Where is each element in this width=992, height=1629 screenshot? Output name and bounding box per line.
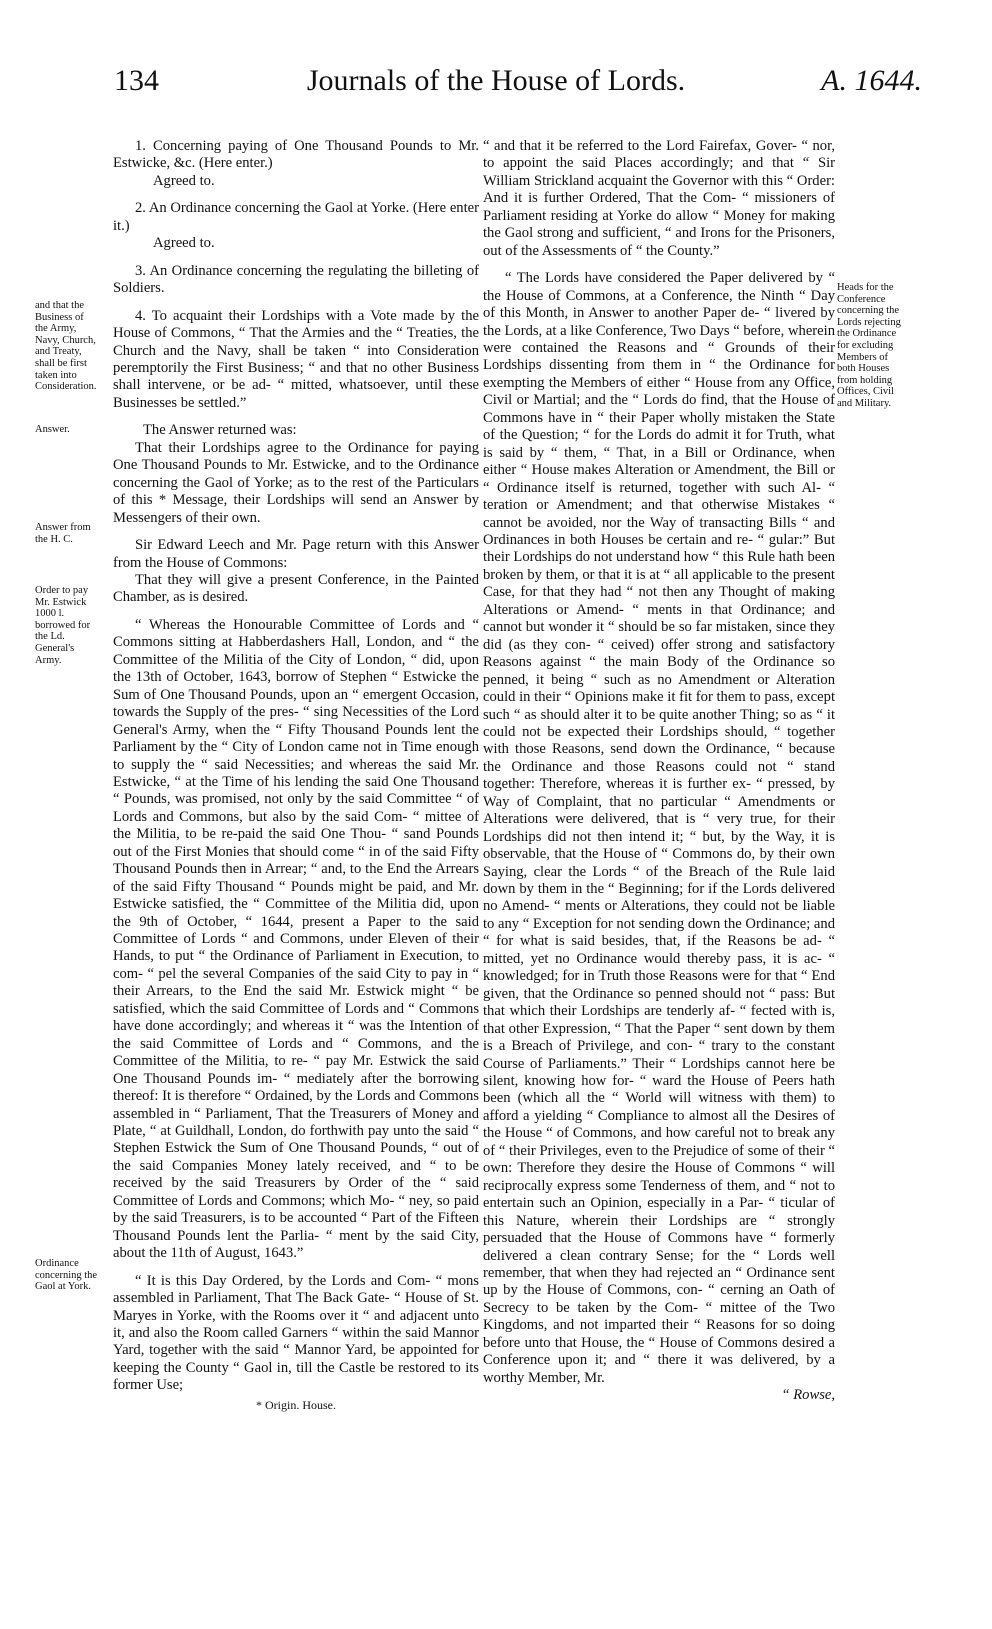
estwick-ordinance: “ Whereas the Honourable Committee of Lords and “ Commons sitting at Habberdashers Hall, London, and “ the Committee of the Militia of the City of London, “ did, upon the 13th of October, 1643, borrow of Stephen “ Estwicke the Sum of One Thousand Pounds, upon an “ emergent Occasion, towards the Supply of the pres- “ sing Necessities of the Lord General's Army, when the “ Fifty Thousand Pounds lent the Parliament by the “ City of London came not in Time enough to supply the “ said Necessities; and whereas the said Mr. Estwicke, “ at the Time of his lending the said One Thousand “ Pounds, was promised, not only by the said Committee “ of Lords and Commons, but also by the said Com- “ mittee of the Militia, to be re-paid the said One Thou- “ sand Pounds out of the First Monies that should come “ in of the said Fifty Thousand Pounds then in Arrear; “ and, to the End the Arrears of the said Fifty Thousand “ Pounds might be paid, and Mr. Estwicke satisfied, the “ Committee of the Militia did, upon the 9th of October, “ 1644, present a Paper to the said Committee of Lords “ and Commons, under Eleven of their Hands, to put “ the Ordinance of Parliament in Execution, to com- “ pel the several Companies of the said City to pay in “ their Arrears, to the End the said Mr. Estwick might “ be satisfied, which the said Committee of Lords and “ Commons have done accordingly; and whereas it “ was the Intention of the said Committee of Lords and “ Commons, and the Committee of the Militia, to re- “ pay Mr. Estwick the said One Thousand Pounds im- “ mediately after the borrowing thereof: It is therefore “ Ordained, by the Lords and Commons assembled in “ Parliament, That the Treasurers of Money and Plate, “ at Guildhall, London, do forthwith pay unto the said “ Stephen Estwick the Sum of One Thousand Pounds, “ out of the said Companies Money lately received, and “ to be received by the said Treasurers by Order of the “ said Committee of Lords and Commons; which Mo- “ ney, so paid by the said Treasurers, is to be accounted “ Part of the Fifteen Thousand Pounds lent the Parlia- “ ment by the said City, about the 11th of August, 1643.” bbox=[113, 616, 479, 1262]
page-year: A. 1644. bbox=[821, 64, 922, 97]
gaol-order: “ It is this Day Ordered, by the Lords and Com- “ mons assembled in Parliament, That The Back Gate- “ House of St. Maryes in Yorke, with the Rooms over it “ and adjacent unto it, and also the Room called Garners “ within the said Mannor Yard, together with the said “ Mannor Yard, be appointed for keeping the County “ Gaol in, till the Castle be restored to its former Use; bbox=[113, 1272, 479, 1394]
margin-note-gaol: Ordinance concerning the Gaol at York. bbox=[35, 1258, 98, 1293]
margin-note-heads-conference: Heads for the Conference concerning the Lords rejecting the Ordinance for excluding Members of both Houses from holding Offices, Civil and Military. bbox=[837, 282, 901, 409]
catchword: “ Rowse, bbox=[781, 1387, 835, 1404]
margin-note-estwick: Order to pay Mr. Estwick 1000 l. borrowed for the Ld. General's Army. bbox=[35, 585, 91, 666]
footnote: * Origin. House. bbox=[256, 1397, 336, 1412]
conference-paragraph: That they will give a present Conference, in the Painted Chamber, as is desired. bbox=[113, 571, 479, 606]
margin-note-answer: Answer. bbox=[35, 424, 70, 435]
page-title: Journals of the House of Lords. bbox=[306, 64, 686, 97]
gaol-order-continued: “ and that it be referred to the Lord Fairefax, Gover- “ nor, to appoint the said Places accordingly; and that “ Sir William Strickland acquaint the Governor with this “ Order: And it is further Ordered, That the Com- “ missioners of Parliament residing at Yorke do allow “ Money for making the Gaol strong and sufficient, “ and Irons for the Prisoners, out of the Assessments of “ the County.” bbox=[483, 138, 835, 259]
agreed-note: Agreed to. bbox=[153, 235, 215, 252]
margin-note-answer-hc: Answer from the H. C. bbox=[35, 522, 91, 545]
agreed-note: Agreed to. bbox=[153, 172, 215, 189]
left-column bbox=[113, 138, 479, 1414]
page-number: 134 bbox=[114, 64, 159, 97]
answer-heading: The Answer returned was: bbox=[143, 422, 297, 439]
paragraph-item-1: 1. Concerning paying of One Thousand Pounds to Mr. Estwicke, &c. (Here enter.) bbox=[113, 138, 479, 172]
right-column bbox=[483, 138, 835, 1405]
page-header bbox=[0, 64, 992, 124]
paragraph-item-3: 3. An Ordinance concerning the regulating the billeting of Soldiers. bbox=[113, 262, 479, 297]
return-paragraph: Sir Edward Leech and Mr. Page return with this Answer from the House of Commons: bbox=[113, 537, 479, 571]
paragraph-item-2: 2. An Ordinance concerning the Gaol at Yorke. (Here enter it.) bbox=[113, 200, 479, 234]
lords-reasons-paper: “ The Lords have considered the Paper delivered by “ the House of Commons, at a Conference, the Ninth “ Day of this Month, in Answer to another Paper de- “ livered by the Lords, at a like Conference, Two Days “ before, wherein were contained the Reasons and “ Grounds of their Lordships dissenting from them in “ the Ordinance for exempting the Members of either “ House from any Office, Civil or Martial; and the “ Lords do find, that the House of Commons have in “ their Paper wholly mistaken the State of the Question; “ for the Lords do admit it for Truth, what is said by “ them, “ That, in a Bill or Ordinance, when either “ House makes Alteration or Amendment, the Bill or “ Ordinance itself is returned, together with such Al- “ teration or Amendment; and that otherwise Mistakes “ cannot be avoided, nor the Way of transacting Bills “ and Ordinances in both Houses be certain and re- “ gular:” But their Lordships do not understand how “ this Rule hath been broken by them, or that it is at “ all applicable to the present Case, for that they had “ not then any Thought of making Alterations or Amend- “ ments in that Ordinance; and cannot but wonder it “ should be so far mistaken, since they did (as they con- “ ceived) offer strong and satisfactory Reasons against “ the main Body of the Ordinance so penned, it being “ such as no Amendment or Alteration could in their “ Opinions make it fit for them to pass, except such “ as should alter it to be quite another Thing; so as “ it could not be expected their Lordships should, “ together with those Reasons, send down the Ordinance, “ because the Ordinance and those Reasons could not “ stand together: Therefore, whereas it is further ex- “ pressed, by Way of Complaint, that no particular “ Amendments or Alterations were delivered, that is “ very true, for their Lordships did not then intend it; “ but, by the Way, it is observable, that the House of “ Commons do, by their own Saying, clear the Lords “ of the Breach of the Rule laid down by them in the “ Beginning; for if the Lords delivered no Amend- “ ments or Alterations, they could not be liable to any “ Exception for not sending down the Ordinance; and “ for what is said besides, that, if the Reasons be ad- “ mitted, yet no Ordinance would thereby pass, it is ac- “ knowledged; for in Truth those Reasons were for that “ End given, that the Ordinance so penned should not “ pass: But that which their Lordships are tenderly af- “ fected with is, that other Expression, “ That the Paper “ sent down by them is a Breach of Privilege, and con- “ trary to the constant Course of Parliaments.” Their “ Lordships cannot here be silent, knowing how for- “ ward the House of Peers hath been (which all the “ World will witness with them) to afford a yielding “ Compliance to almost all the Desires of the House “ of Commons, and how careful not to break any of “ their Privileges, even to the Prejudice of some of their “ own: Therefore they desire the House of Commons “ will reciprocally express some Tenderness of them, and “ not to entertain such an Opinion, especially in a Par- “ ticular of this Nature, wherein their Lordships are “ strongly persuaded that the House of Commons have “ formerly delivered a clean contrary Sense; for the “ Lords well remember, that when they had rejected an “ Ordinance sent up by the House of Commons, con- “ cerning an Oath of Secrecy to be taken by the Com- “ mittee of the Two Kingdoms, and not imparted their “ Reasons for so doing before unto that House, the “ House of Commons desired a Conference upon it; and “ there it was delivered, by a worthy Member, Mr. bbox=[483, 270, 835, 1386]
answer-paragraph: That their Lordships agree to the Ordinance for paying One Thousand Pounds to Mr. Estwicke, and to the Ordinance concerning the Gaol of Yorke; as to the rest of the Particulars of this * Message, their Lordships will send an Answer by Messengers of their own. bbox=[113, 439, 479, 526]
paragraph-item-4: 4. To acquaint their Lordships with a Vote made by the House of Commons, “ That the Armies and the “ Treaties, the Church and the Navy, shall be taken “ into Consideration peremptorily the First Business; “ and that no other Business shall intervene, or be ad- “ mitted, whatsoever, until these Businesses be settled.” bbox=[113, 307, 479, 411]
margin-note-army-navy: and that the Business of the Army, Navy, Church, and Treaty, shall be first taken into Consideration. bbox=[35, 300, 97, 393]
